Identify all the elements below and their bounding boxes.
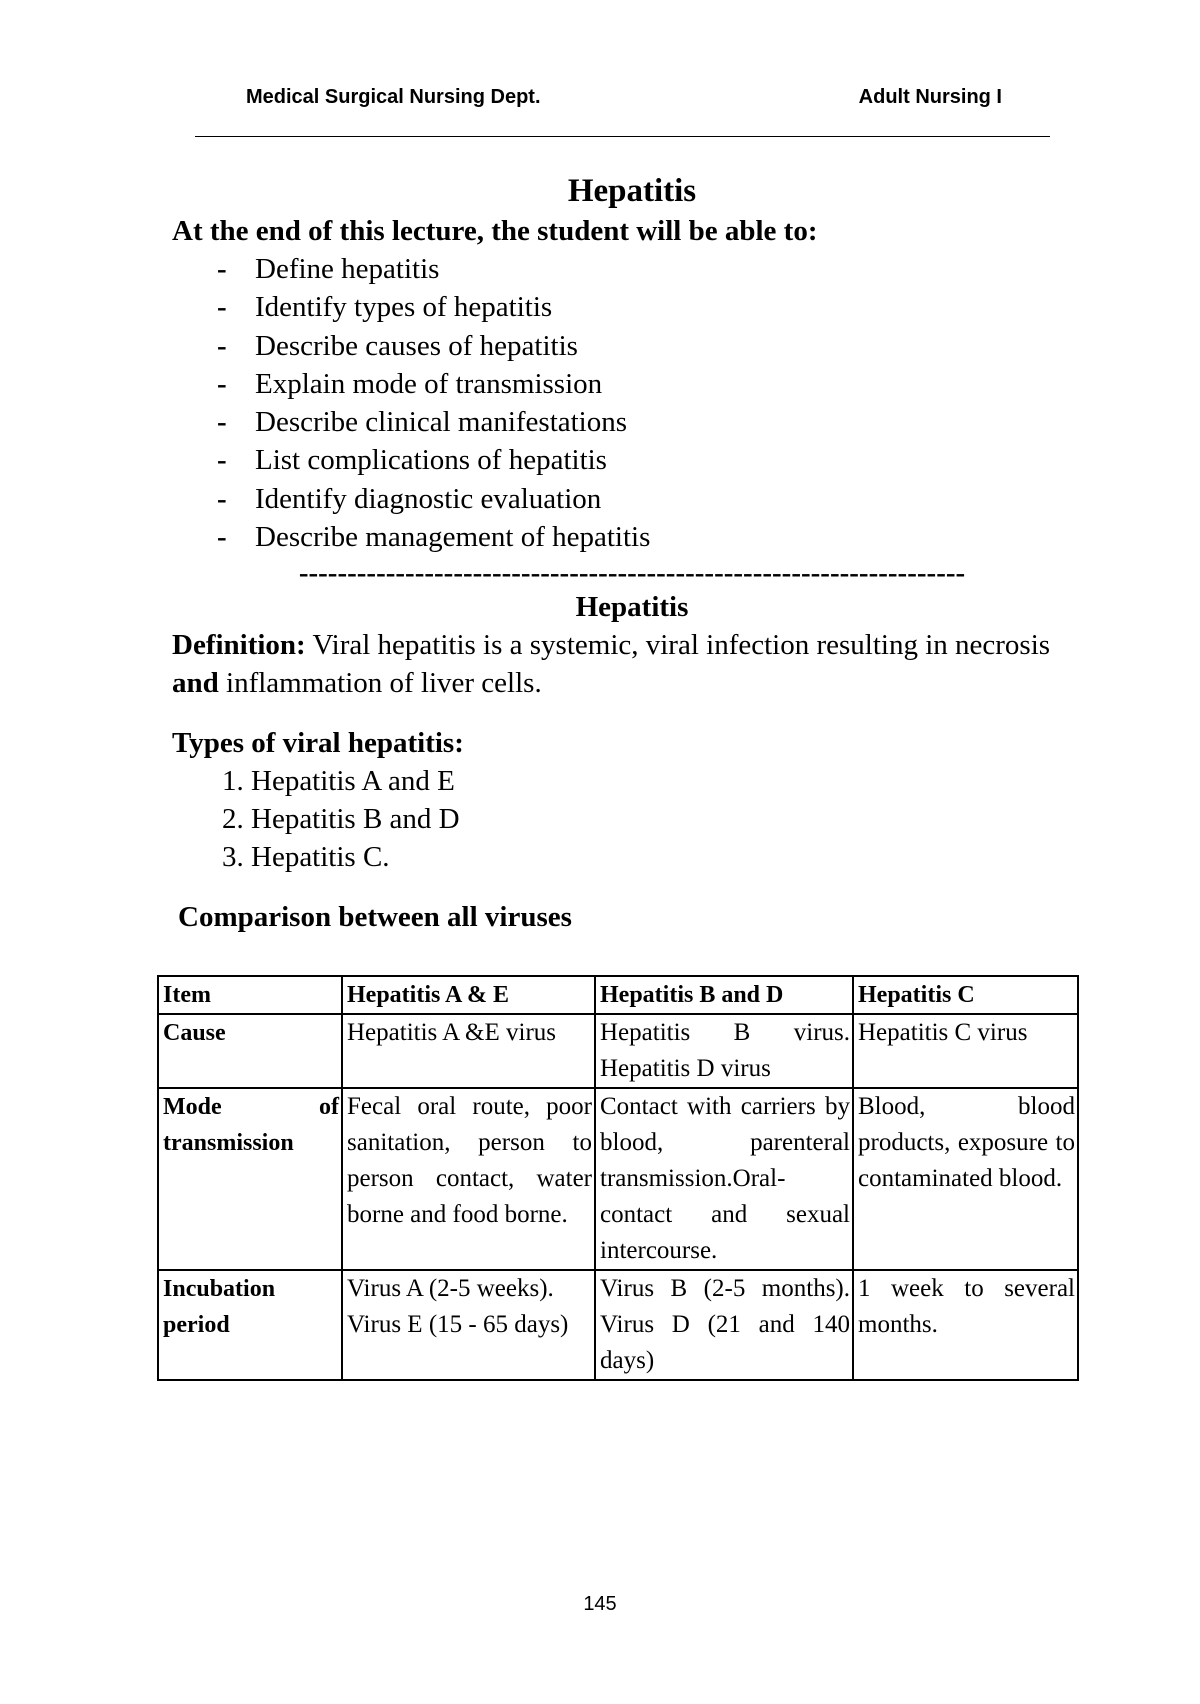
list-item: 3. Hepatitis C. <box>222 841 390 874</box>
objectives-intro: At the end of this lecture, the student will be able to: <box>172 215 818 247</box>
section-title: Hepatitis <box>575 591 689 624</box>
types-heading: Types of viral hepatitis: <box>172 727 464 760</box>
table-cell: Fecal oral route, poor sanitation, person to person contact, water borne and food borne. <box>342 1088 595 1270</box>
header-department: Medical Surgical Nursing Dept. <box>246 86 541 108</box>
table-cell: Blood, blood products, exposure to contaminated blood. <box>853 1088 1078 1270</box>
table-cell: Contact with carriers by blood, parenteral transmission.Oral-contact and sexual intercourse. <box>595 1088 853 1270</box>
list-item: 1. Hepatitis A and E <box>222 765 455 798</box>
table-cell: Hepatitis A &E virus <box>342 1014 595 1088</box>
page-title: Hepatitis <box>567 173 697 209</box>
header-course: Adult Nursing I <box>858 86 1002 108</box>
row-label: Incubation period <box>158 1270 342 1380</box>
table-header-cell: Hepatitis C <box>853 976 1078 1014</box>
definition-and: and <box>172 667 227 700</box>
table-cell: Hepatitis B virus. Hepatitis D virus <box>595 1014 853 1088</box>
separator-line: --------------------------------------------------------------------- <box>298 558 966 589</box>
header-rule <box>195 136 1050 137</box>
table-cell: 1 week to several months. <box>853 1270 1078 1380</box>
list-item: 2. Hepatitis B and D <box>222 803 460 836</box>
table-header-cell: Hepatitis B and D <box>595 976 853 1014</box>
list-item: - Identify types of hepatitis <box>217 288 1092 326</box>
table-header-row <box>158 976 1078 1014</box>
row-label: Mode of transmission <box>158 1088 342 1270</box>
list-item: - Describe clinical manifestations <box>217 403 1092 441</box>
types-list <box>172 762 1092 876</box>
table-cell: Virus A (2-5 weeks). Virus E (15 - 65 days) <box>342 1270 595 1380</box>
list-item: - Explain mode of transmission <box>217 365 1092 403</box>
definition-text: Viral hepatitis is a systemic, viral infection resulting in necrosis <box>305 629 1051 662</box>
list-item: - Define hepatitis <box>217 250 1092 288</box>
objectives-list <box>172 250 1092 556</box>
definition-paragraph <box>172 626 1092 702</box>
main-content <box>172 170 1092 936</box>
table-header-cell: Item <box>158 976 342 1014</box>
comparison-table <box>157 975 1079 1381</box>
list-item: - List complications of hepatitis <box>217 441 1092 479</box>
table-row <box>158 1088 1078 1270</box>
list-item: - Describe causes of hepatitis <box>217 327 1092 365</box>
definition-label: Definition: <box>172 629 306 662</box>
table-row <box>158 1270 1078 1380</box>
table-cell: Hepatitis C virus <box>853 1014 1078 1088</box>
page-number: 145 <box>583 1593 617 1615</box>
table-header-cell: Hepatitis A & E <box>342 976 595 1014</box>
list-item: - Identify diagnostic evaluation <box>217 480 1092 518</box>
list-item: - Describe management of hepatitis <box>217 518 1092 556</box>
definition-text-end: inflammation of liver cells. <box>226 667 542 700</box>
row-label: Cause <box>158 1014 342 1088</box>
table-row <box>158 1014 1078 1088</box>
table-cell: Virus B (2-5 months). Virus D (21 and 140 days) <box>595 1270 853 1380</box>
comparison-heading: Comparison between all viruses <box>178 901 572 934</box>
